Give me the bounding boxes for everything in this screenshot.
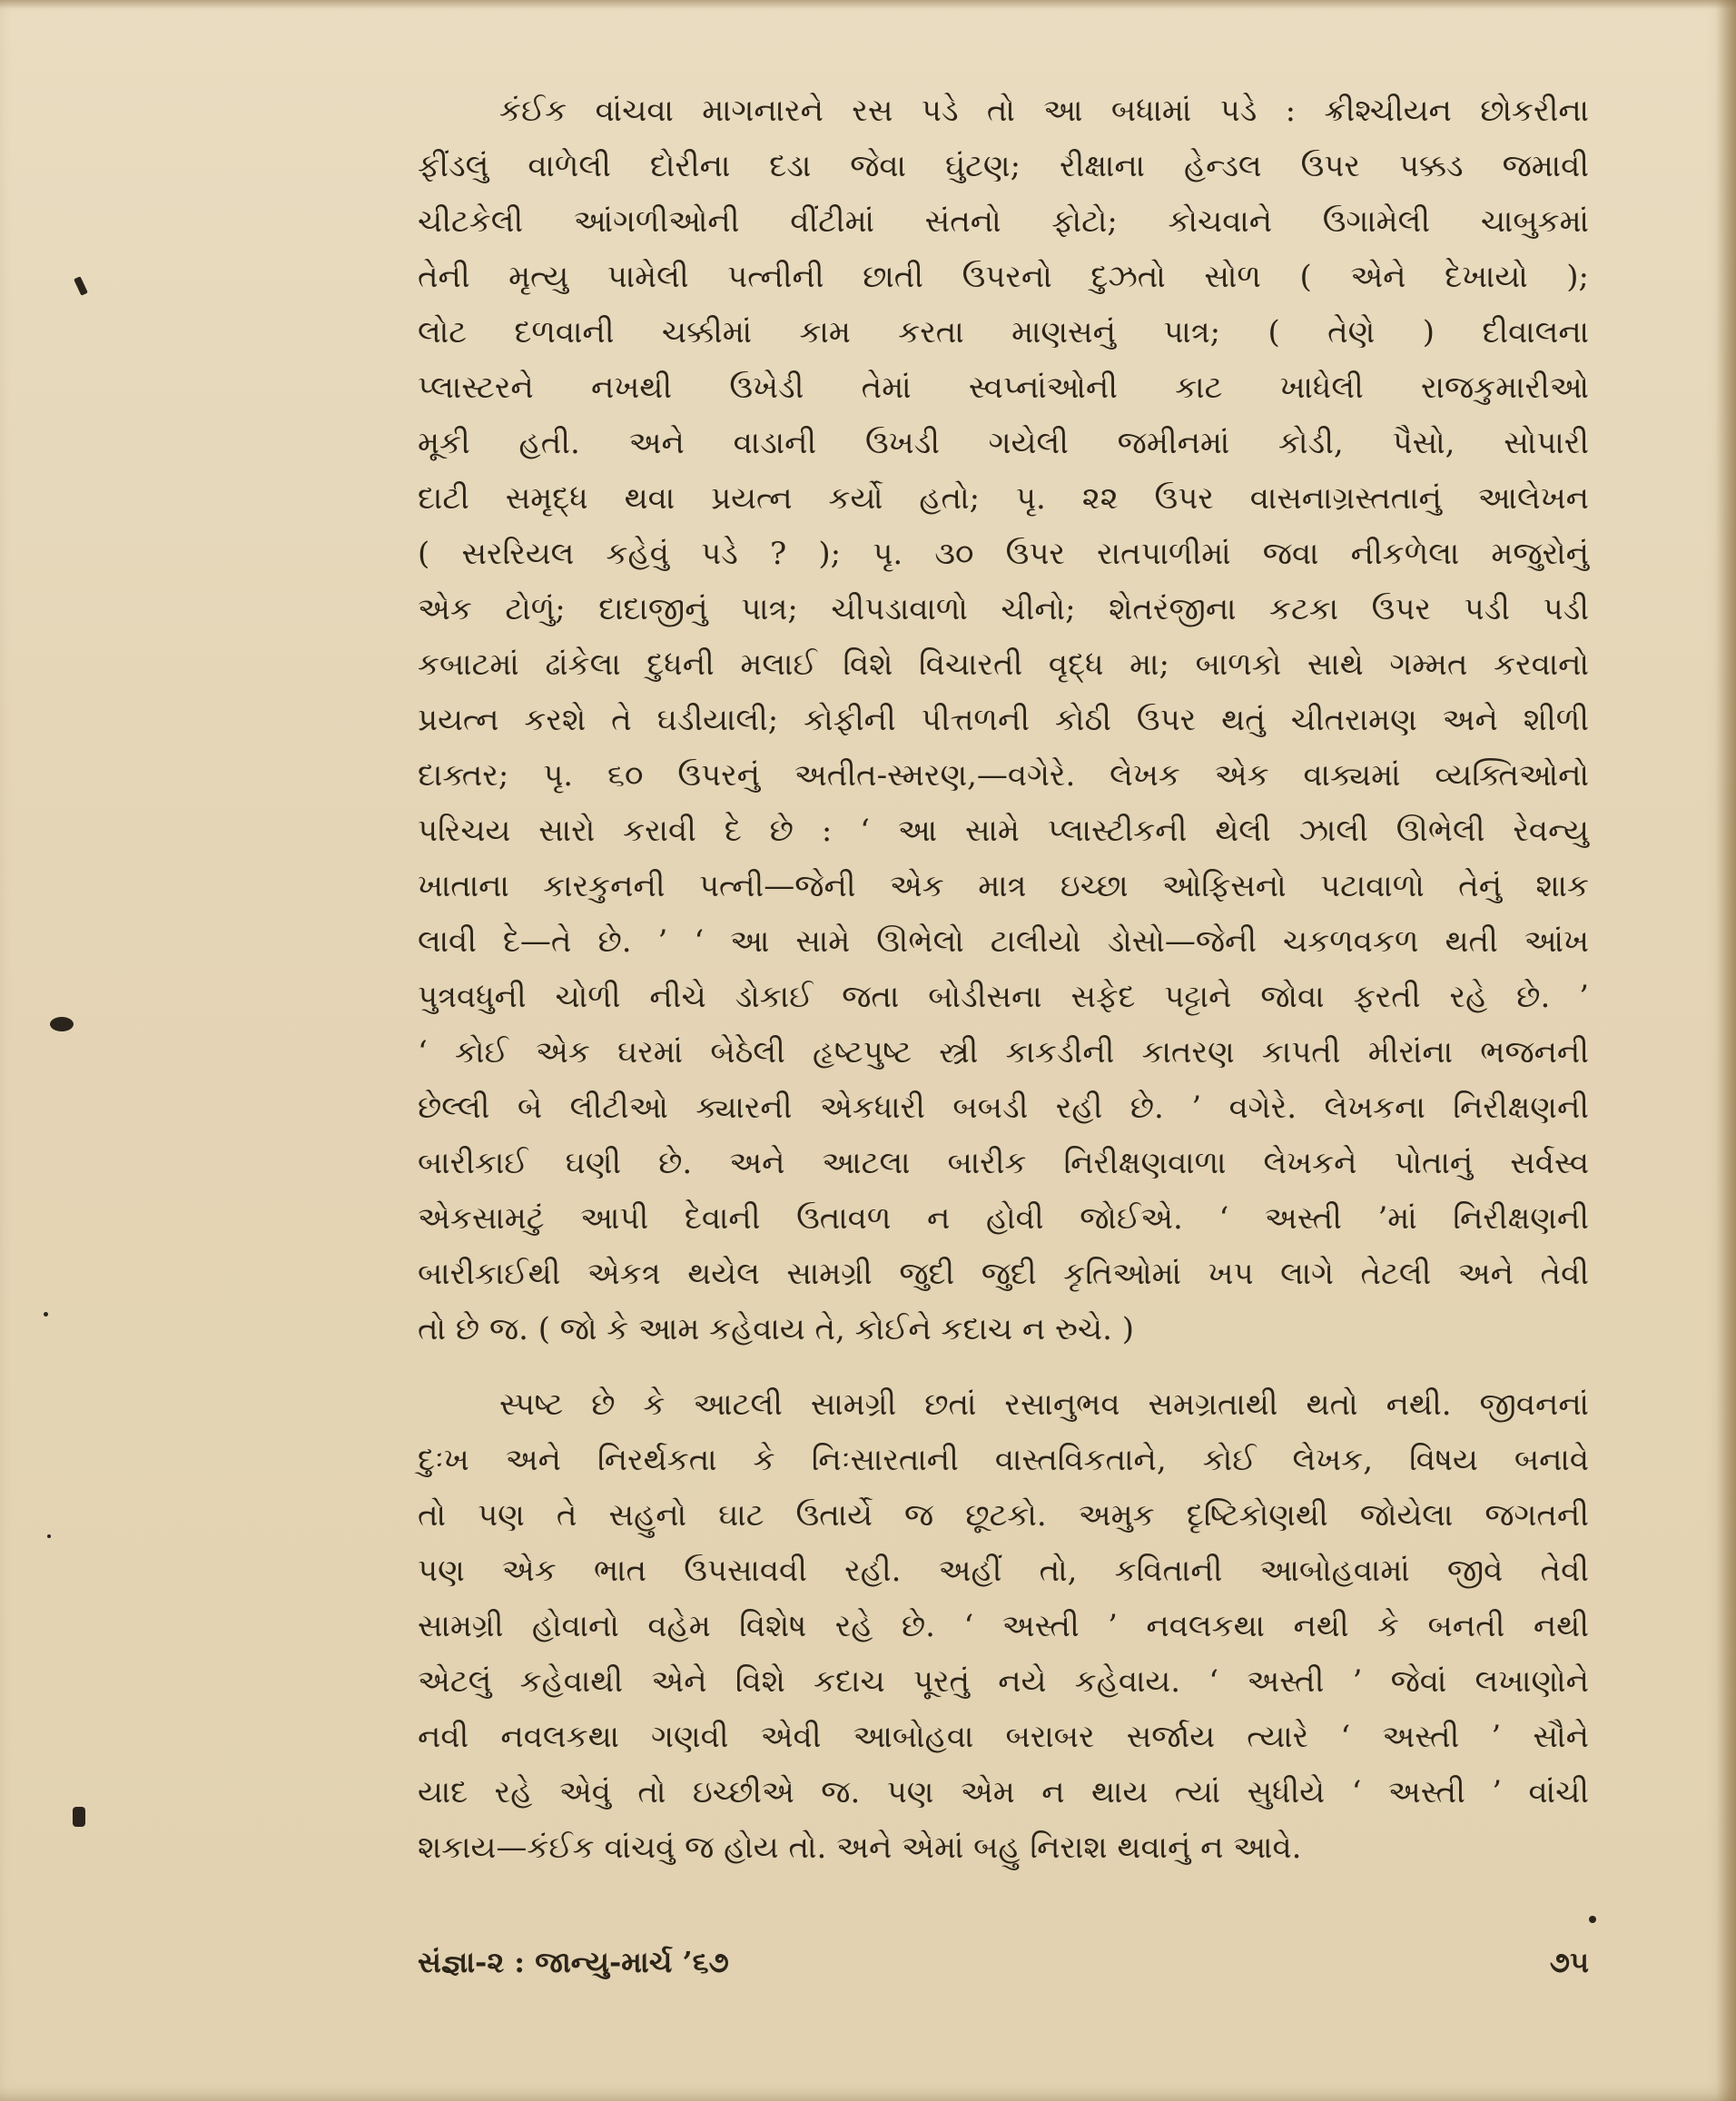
- journal-issue: સંજ્ઞા-૨ : જાન્યુ-માર્ચ ’૬૭: [418, 1945, 729, 1979]
- ink-speck: [50, 1017, 74, 1031]
- text-line: મૂકી હતી. અને વાડાની ઉખડી ગયેલી જમીનમાં કોડી, પૈસો, સોપારી: [418, 425, 1589, 461]
- text-line: ખાતાના કારકુનની પત્ની—જેની એક માત્ર ઇચ્છા ઓફિસનો પટાવાળો તેનું શાક: [418, 868, 1589, 904]
- text-line: કંઈક વાંચવા માગનારને રસ પડે તો આ બધામાં પડે : ક્રીશ્ચીયન છોકરીના: [499, 93, 1589, 129]
- ink-speck: [73, 1807, 85, 1827]
- text-line: એટલું કહેવાથી એને વિશે કદાચ પૂરતું નયે કહેવાય. ‘ અસ્તી ’ જેવાં લખાણોને: [418, 1663, 1589, 1700]
- body-text: [418, 84, 1589, 1876]
- ink-speck: [44, 1312, 48, 1317]
- page-number: ૭૫: [1549, 1945, 1589, 1979]
- text-line: ( સરરિયલ કહેવું પડે ? ); પૃ. ૩૦ ઉપર રાતપાળીમાં જવા નીકળેલા મજુરોનું: [418, 536, 1589, 572]
- text-line: એક ટોળું; દાદાજીનું પાત્ર; ચીપડાવાળો ચીનો; શેતરંજીના કટકા ઉપર પડી પડી: [418, 591, 1589, 627]
- text-line: લાવી દે—તે છે. ’ ‘ આ સામે ઊભેલો ટાલીયો ડોસો—જેની ચકળવકળ થતી આંખ: [418, 923, 1589, 960]
- text-line: બારીકાઈથી એકત્ર થયેલ સામગ્રી જુદી જુદી કૃતિઓમાં ખપ લાગે તેટલી અને તેવી: [418, 1256, 1589, 1292]
- text-line: નવી નવલકથા ગણવી એવી આબોહવા બરાબર સર્જાય ત્યારે ‘ અસ્તી ’ સૌને: [418, 1719, 1589, 1755]
- page-right-shadow: [1716, 0, 1736, 2101]
- text-line: શકાય—કંઈક વાંચવું જ હોય તો. અને એમાં બહુ નિરાશ થવાનું ન આવે.: [418, 1830, 1302, 1866]
- page-footer: [418, 1945, 1589, 1980]
- text-line: છેલ્લી બે લીટીઓ ક્યારની એકધારી બબડી રહી છે. ’ વગેરે. લેખકના નિરીક્ષણની: [418, 1090, 1589, 1126]
- text-line: દાક્તર; પૃ. ૬૦ ઉપરનું અતીત-સ્મરણ,—વગેરે. લેખક એક વાક્યમાં વ્યક્તિઓનો: [418, 757, 1589, 794]
- text-line: સ્પષ્ટ છે કે આટલી સામગ્રી છતાં રસાનુભવ સમગ્રતાથી થતો નથી. જીવનનાં: [499, 1386, 1589, 1423]
- ink-speck: [74, 276, 88, 296]
- text-line: દુઃખ અને નિરર્થકતા કે નિઃસારતાની વાસ્તવિકતાને, કોઈ લેખક, વિષય બનાવે: [418, 1442, 1589, 1478]
- text-line: ફીંડલું વાળેલી દોરીના દડા જેવા ઘુંટણ; રીક્ષાના હેન્ડલ ઉપર પક્કડ જમાવી: [418, 148, 1589, 184]
- text-line: પરિચય સારો કરાવી દે છે : ‘ આ સામે પ્લાસ્ટીકની થેલી ઝાલી ઊભેલી રેવન્યુ: [418, 813, 1589, 849]
- text-line: સામગ્રી હોવાનો વહેમ વિશેષ રહે છે. ‘ અસ્તી ’ નવલકથા નથી કે બનતી નથી: [418, 1608, 1589, 1644]
- paragraph-2: [418, 1377, 1589, 1876]
- text-line: બારીકાઈ ઘણી છે. અને આટલા બારીક નિરીક્ષણવાળા લેખકને પોતાનું સર્વસ્વ: [418, 1145, 1589, 1181]
- paragraph-gap: [418, 1357, 1589, 1377]
- text-line: ‘ કોઈ એક ઘરમાં બેઠેલી હૃષ્ટપુષ્ટ સ્ત્રી કાકડીની કાતરણ કાપતી મીરાંના ભજનની: [418, 1034, 1589, 1070]
- ink-speck: [47, 1534, 51, 1538]
- text-line: લોટ દળવાની ચક્કીમાં કામ કરતા માણસનું પાત્ર; ( તેણે ) દીવાલના: [418, 314, 1589, 350]
- text-line: કબાટમાં ઢાંકેલા દુધની મલાઈ વિશે વિચારતી વૃદ્ધ મા; બાળકો સાથે ગમ્મત કરવાનો: [418, 646, 1589, 683]
- page-top-shadow: [0, 0, 1736, 9]
- text-line: એકસામટું આપી દેવાની ઉતાવળ ન હોવી જોઈએ. ‘ અસ્તી ’માં નિરીક્ષણની: [418, 1200, 1589, 1237]
- text-line: ચીટકેલી આંગળીઓની વીંટીમાં સંતનો ફોટો; કોચવાને ઉગામેલી ચાબુકમાં: [418, 203, 1589, 240]
- text-line: તેની મૃત્યુ પામેલી પત્નીની છાતી ઉપરનો દુઝતો સોળ ( એને દેખાયો );: [418, 259, 1589, 295]
- text-line: પુત્રવધુની ચોળી નીચે ડોકાઈ જતા બોડીસના સફેદ પટ્ટાને જોવા ફરતી રહે છે. ’: [418, 979, 1589, 1015]
- text-line: દાટી સમૃદ્ધ થવા પ્રયત્ન કર્યો હતો; પૃ. ૨૨ ઉપર વાસનાગ્રસ્તતાનું આલેખન: [418, 480, 1589, 517]
- text-line: પણ એક ભાત ઉપસાવવી રહી. અહીં તો, કવિતાની આબોહવામાં જીવે તેવી: [418, 1553, 1589, 1589]
- text-line: પ્રયત્ન કરશે તે ઘડીયાલી; કોફીની પીત્તળની કોઠી ઉપર થતું ચીતરામણ અને શીળી: [418, 702, 1589, 738]
- paragraph-1: [418, 84, 1589, 1357]
- ink-speck: [1589, 1916, 1596, 1923]
- text-line: તો છે જ. ( જો કે આમ કહેવાય તે, કોઈને કદાચ ન રુચે. ): [418, 1311, 1135, 1347]
- text-line: પ્લાસ્ટરને નખથી ઉખેડી તેમાં સ્વપ્નાંઓની કાટ ખાધેલી રાજકુમારીઓ: [418, 370, 1589, 406]
- text-line: યાદ રહે એવું તો ઇચ્છીએ જ. પણ એમ ન થાય ત્યાં સુધીયે ‘ અસ્તી ’ વાંચી: [418, 1774, 1589, 1810]
- text-line: તો પણ તે સહુનો ઘાટ ઉતાર્યે જ છૂટકો. અમુક દૃષ્ટિકોણથી જોયેલા જગતની: [418, 1497, 1589, 1534]
